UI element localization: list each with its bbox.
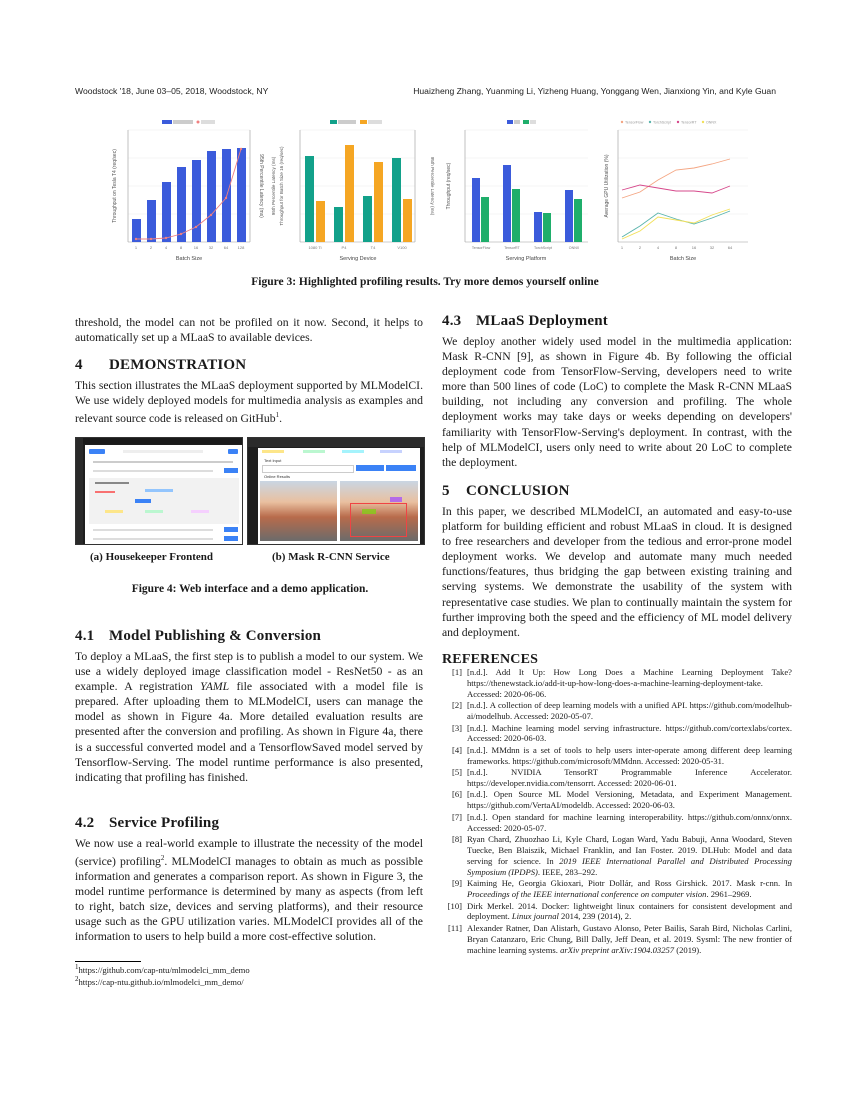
svg-text:8: 8 [674,245,678,250]
section-4-2-text-b: . MLModelCI manages to obtain as much as possible information and generates a comparison report. As shown in Figure 3, the model runtime performance is determined by many as aspects (from left to right, batch size, devices and serving platforms), and their resource usage such as the GPU utilization varies. MLModelCI provides all of the information to users to help build a more cost-effective solution. [75,854,423,944]
svg-text:TorchScript: TorchScript [534,246,552,250]
reference-item [442,923,792,956]
section-title: Model Publishing & Conversion [109,628,322,644]
svg-text:TensorRT: TensorRT [504,246,520,250]
section-4-1-text-b: file associated with a model file is prepared. After uploading them to MLModelCI, users can manage the model as shown in Figure 4a. More detailed evaluation results are presented after the conversion and profiling. As shown in Figure 4a, there is a successful converted model and a TensorflowSaved model served by Tensorflow-Serving. The model runtime performance is also presented, indicating that profiling has finished. [75,680,423,784]
online-results-label: Online Results [264,474,291,479]
svg-text:1080 Ti: 1080 Ti [308,245,322,250]
footnote-mark: 1 [275,411,280,420]
reference-number: [3] [451,722,462,733]
figure-3 [100,116,760,266]
running-header-authors: Huaizheng Zhang, Yuanming Li, Yizheng Huang, Yonggang Wen, Jianxiong Yin, and Kyle Guan [413,86,776,96]
footnote-1[interactable] [75,963,250,975]
reference-number: [7] [451,811,462,822]
reference-number: [8] [451,834,462,845]
svg-text:ONNX: ONNX [568,246,580,250]
svg-text:95th Percentile Latency (ms): 95th Percentile Latency (ms) [430,156,435,216]
section-number: 4 [75,357,83,373]
svg-text:8: 8 [179,245,183,250]
running-header-venue: Woodstock '18, June 03–05, 2018, Woodstock, NY [75,86,269,96]
reference-text: Kaiming He, Georgia Gkioxari, Piotr Dollár, and Ross Girshick. 2017. Mask r-cnn. In Proceedings of the IEEE international conference on computer vision. 2961–2969. [467,878,792,900]
reference-text: Dirk Merkel. 2014. Docker: lightweight linux containers for consistent development and deployment. Linux journal 2014, 239 (2014), 2. [467,900,792,922]
reference-text: [n.d.]. Open Source ML Model Versioning, Metadata, and Experiment Management. https://github.com/VertaAI/modeldb. Accessed: 2020-06-03. [467,789,792,811]
svg-text:16: 16 [691,245,697,250]
demo-output-image [340,481,418,541]
footnote-link[interactable]: https://github.com/cap-ntu/mlmodelci_mm_demo [78,964,250,975]
svg-text:95th Percentile Latency (ms): 95th Percentile Latency (ms) [271,156,276,216]
svg-text:16: 16 [193,245,199,250]
footnote-number: 1 [75,963,79,971]
section-title: CONCLUSION [466,483,570,499]
screenshot-mask-rcnn-service [247,437,425,545]
section-4-text: This section illustrates the MLaaS deployment supported by MLModelCI. We use widely deployed models for multimedia analysis as examples and relevant source code is released on GitHub [75,379,423,426]
svg-text:Throughput (req/sec): Throughput (req/sec) [446,162,452,210]
reference-item [442,878,792,900]
demo-input-image [260,481,337,541]
reference-item [442,789,792,811]
reference-number: [9] [451,878,462,889]
reference-item [442,834,792,878]
svg-text:Batch Size: Batch Size [669,256,697,262]
reference-number: [11] [448,922,462,933]
figure-4 [75,437,425,545]
svg-text:TensorFlow: TensorFlow [471,246,491,250]
svg-text:TorchScript: TorchScript [653,120,671,125]
footnote-mark: 2 [160,854,165,863]
references-list [442,667,792,956]
section-4-3-heading [442,313,608,330]
svg-text:2: 2 [638,245,642,250]
section-number: 5 [442,483,450,499]
section-number: 4.2 [75,815,95,831]
svg-text:P4: P4 [341,245,347,250]
reference-item [442,767,792,789]
section-4-3-paragraph: We deploy another widely used model in the multimedia application: Mask R-CNN [9], as shown in Figure 4b. By following the official deployment code from TensorFlow-Serving, developers need to write more than 500 lines of code (LoC) to complete the Mask R-CNN MLaaS building, not including any conversion and profiling. The whole deployment works may take days or weeks depending on developers' familiarity with TensorFlow-Serving's deployment. In contrast, with the help of MLModelCI, users only need to write about 20 LoC to complete the deployment. [442,335,792,469]
section-4-2-text-a: We now use a real-world example to illustrate the necessity of the model (service) profiling [75,837,423,868]
svg-text:128: 128 [237,245,245,250]
section-4-1-heading [75,628,321,645]
section-title: Service Profiling [109,815,220,831]
section-title: DEMONSTRATION [109,357,247,373]
references-heading: REFERENCES [442,652,539,667]
svg-text:95th Percentile Latency (ms): 95th Percentile Latency (ms) [258,154,264,218]
reference-number: [1] [451,667,462,677]
reference-number: [2] [451,700,462,711]
figure-4-caption: Figure 4: Web interface and a demo application. [131,583,369,595]
reference-text: [n.d.]. NVIDIA TensorRT Programmable Inference Accelerator. https://developer.nvidia.com/tensorrt. Accessed: 2020-06-01. [467,767,792,789]
reference-item [442,667,792,700]
reference-text: Alexander Ratner, Dan Alistarh, Gustavo Alonso, Peter Bailis, Sarah Bird, Nicholas Carlini, Bryan Catanzaro, Eric Chung, Bill Dally, Jeff Dean, et al. 2019. Sysml: The new frontier of machine learning systems. arXiv preprint arXiv:1904.03257 (2019). [467,922,792,955]
reference-text: [n.d.]. Machine learning model serving infrastructure. https://github.com/cortexlabs/cortex. Accessed: 2020-06-03. [467,722,792,744]
reference-item [442,812,792,834]
footnote-2[interactable] [75,975,244,987]
reference-item [442,901,792,923]
svg-text:2: 2 [149,245,153,250]
svg-text:Throughput for Batch Size 16 (: Throughput for Batch Size 16 (req/sec) [279,146,284,226]
chart-2-svg [265,116,440,266]
svg-text:TensorRT: TensorRT [681,120,697,125]
section-4-2-heading [75,815,219,832]
section-4-paragraph: This section illustrates the MLaaS deployment supported by MLModelCI. We use widely deployed models for multimedia analysis as examples and relevant source code is released on GitHub$^1$. [75,379,423,426]
reference-number: [10] [447,900,462,911]
section-4-heading [75,357,246,374]
svg-text:Serving Platform: Serving Platform [505,256,547,262]
reference-text: [n.d.]. Add It Up: How Long Does a Machine Learning Deployment Take? https://thenewstack.io/add-it-up-how-long-does-a-machine-learning-deployment-take. Accessed: 2020-06-06. [467,667,792,699]
svg-text:Throughput on Tesla T4 (req/se: Throughput on Tesla T4 (req/sec) [112,149,118,223]
reference-item [442,723,792,745]
section-5-paragraph: In this paper, we described MLModelCI, an automated and easy-to-use platform for building efficient and robust MLaaS in cloud. It is designed to free researchers and developer from the tedious and error-prone model deployment works. We develop and automate many much needed functions/features, thus bridging the gap between existing training and serving systems. We demonstrate the usability of the system with representative case studies. We plan to continually maintain the system for further improving both the speed and the efficiency of ML model delivery and deployment. [442,505,792,639]
section-4-1-text-a: To deploy a MLaaS, the first step is to publish a model to our system. We use a widely deployed image classification model - ResNet50 - as an example. A registration [75,650,423,694]
chart-3-svg [440,116,600,266]
chart-4-svg [600,116,760,266]
svg-text:V100: V100 [397,245,407,250]
section-5-heading [442,483,570,500]
footnote-rule [75,961,141,962]
svg-text:Serving Device: Serving Device [339,256,377,262]
chart-serving-platform [440,116,600,266]
svg-text:Average GPU Utilization (%): Average GPU Utilization (%) [604,154,610,218]
svg-text:T4: T4 [370,245,376,250]
reference-number: [5] [451,767,462,778]
reference-text: [n.d.]. A collection of deep learning models with a unified API. https://github.com/modelhub-ai/modelhub. Accessed: 2020-05-07. [467,700,792,722]
svg-text:4: 4 [164,245,168,250]
figure-4b-caption: (b) Mask R-CNN Service [272,551,390,563]
section-number: 4.1 [75,628,95,644]
chart-serving-device [265,116,440,266]
figure-4a-caption: (a) Housekeeper Frontend [90,551,214,563]
svg-text:Batch Size: Batch Size [175,256,203,262]
svg-text:64: 64 [727,245,733,250]
reference-item [442,745,792,767]
screenshot-housekeeper-frontend [75,437,243,545]
section-4-1-paragraph [75,649,423,785]
reference-text: Ryan Chard, Zhuozhao Li, Kyle Chard, Logan Ward, Yadu Babuji, Anna Woodard, Steven Tuecke, Ben Blaiszik, Michael Franklin, and Ian Foster. 2019. DLHub: Model and data serving for science. In 2019 IEEE International Parallel and Distributed Processing Symposium (IPDPS). IEEE, 283–292. [467,834,792,877]
reference-item [442,700,792,722]
section-number: 4.3 [442,313,462,329]
svg-text:32: 32 [709,245,715,250]
svg-text:TensorFlow: TensorFlow [625,120,644,125]
intro-paragraph: threshold, the model can not be profiled on it now. Second, it helps to automatically set up a MLaaS to available devices. [75,316,423,345]
chart-1-svg [100,116,265,266]
svg-text:32: 32 [208,245,214,250]
reference-text: [n.d.]. Open standard for machine learning interoperability. https://github.com/onnx/onnx. Accessed: 2020-05-07. [467,811,792,833]
reference-number: [4] [451,744,462,755]
svg-text:1: 1 [620,245,624,250]
svg-text:ONNX: ONNX [706,120,717,125]
footnote-number: 2 [75,975,79,983]
figure-3-caption: Figure 3: Highlighted profiling results. Try more demos yourself online [251,276,599,288]
section-title: MLaaS Deployment [476,313,608,329]
reference-number: [6] [451,789,462,800]
section-4-2-paragraph [75,836,423,945]
reference-text: [n.d.]. MMdnn is a set of tools to help users inter-operate among different deep learning frameworks. https://github.com/microsoft/MMdnn. Accessed: 2020-05-31. [467,744,792,766]
chart-gpu-utilization [600,116,760,266]
footnote-link[interactable]: https://cap-ntu.github.io/mlmodelci_mm_demo/ [78,976,244,987]
svg-text:4: 4 [656,245,660,250]
text-input-label: Text Input [264,458,282,463]
yaml-term: YAML [200,680,230,694]
svg-text:1: 1 [134,245,138,250]
svg-text:64: 64 [223,245,229,250]
chart-batch-size-throughput [100,116,265,266]
